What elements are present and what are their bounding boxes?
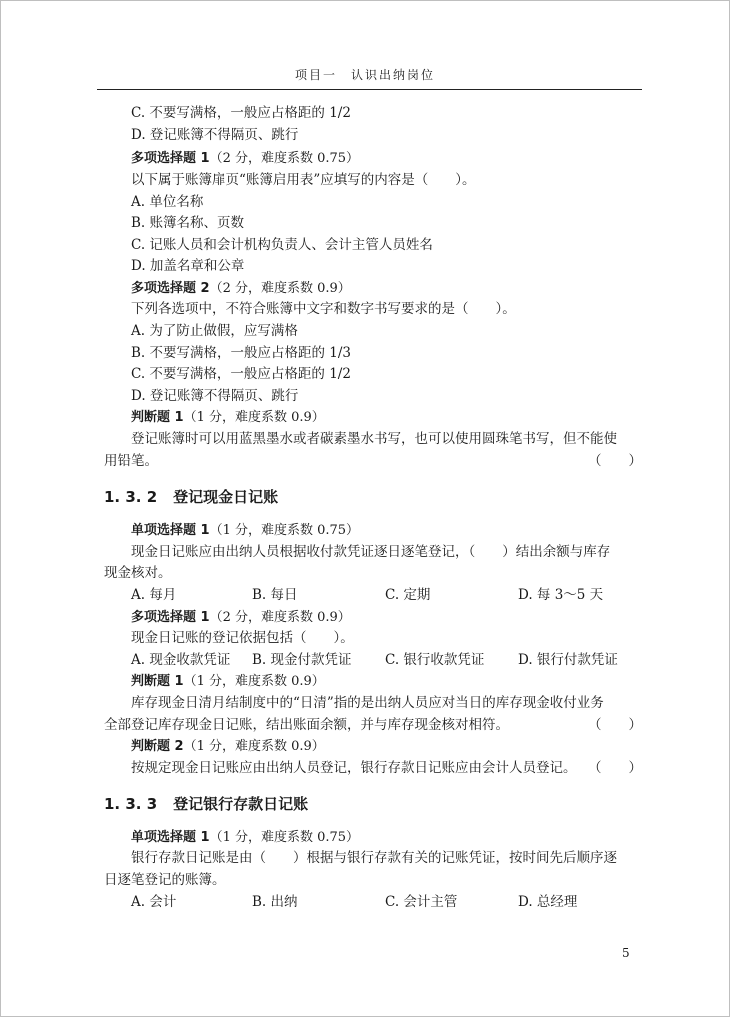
page-number: 5 xyxy=(622,946,630,960)
question-meta: （1 分，难度系数 0.75） xyxy=(209,523,360,538)
question-heading xyxy=(131,521,359,540)
question-heading xyxy=(131,737,325,756)
option-c: C. 银行收款凭证 xyxy=(385,652,485,668)
question-heading xyxy=(131,608,351,627)
header-rule xyxy=(97,89,642,90)
option-c: C. 不要写满格，一般应占格距的 1/2 xyxy=(131,366,351,382)
answer-blank: （ ） xyxy=(588,760,642,776)
option-a: A. 现金收款凭证 xyxy=(131,652,231,668)
question-stem: 登记账簿时可以用蓝黑墨水或者碳素墨水书写，也可以使用圆珠笔书写，但不能使 xyxy=(131,431,617,447)
option-d: D. 银行付款凭证 xyxy=(518,652,618,668)
question-stem: 现金日记账应由出纳人员根据收付款凭证逐日逐笔登记，（ ）结出余额与库存 xyxy=(131,544,611,560)
question-stem-continued: 全部登记库存现金日记账，结出账面余额，并与库存现金核对相符。 xyxy=(104,717,509,733)
question-heading xyxy=(131,149,359,168)
option-b: B. 出纳 xyxy=(252,894,298,910)
question-meta: （1 分，难度系数 0.75） xyxy=(209,830,360,845)
question-heading xyxy=(131,279,351,298)
option-c: C. 不要写满格，一般应占格距的 1/2 xyxy=(131,105,351,121)
option-b: B. 现金付款凭证 xyxy=(252,652,352,668)
option-b: B. 账簿名称、页数 xyxy=(131,215,245,231)
option-b: B. 不要写满格，一般应占格距的 1/3 xyxy=(131,345,352,361)
question-stem: 现金日记账的登记依据包括（ ）。 xyxy=(131,630,354,646)
option-c: C. 定期 xyxy=(385,587,431,603)
question-heading xyxy=(131,672,325,691)
question-stem: 以下属于账簿扉页“账簿启用表”应填写的内容是（ ）。 xyxy=(131,172,476,188)
section-title: 登记现金日记账 xyxy=(173,488,279,506)
question-label: 单项选择题 1 xyxy=(131,830,210,845)
option-d: D. 登记账簿不得隔页、跳行 xyxy=(131,127,299,143)
question-meta: （2 分，难度系数 0.75） xyxy=(209,151,360,166)
section-number: 1. 3. 3 xyxy=(104,795,158,813)
question-stem: 下列各选项中，不符合账簿中文字和数字书写要求的是（ ）。 xyxy=(131,301,516,317)
option-d: D. 总经理 xyxy=(518,894,578,910)
question-meta: （2 分，难度系数 0.9） xyxy=(209,610,351,625)
running-header: 项目一 认识出纳岗位 xyxy=(294,68,435,82)
option-d: D. 每 3～5 天 xyxy=(518,587,604,603)
question-heading xyxy=(131,408,325,427)
question-label: 多项选择题 1 xyxy=(131,151,210,166)
question-label: 判断题 2 xyxy=(131,739,184,754)
question-heading xyxy=(131,828,359,847)
question-stem-continued: 日逐笔登记的账簿。 xyxy=(104,872,226,888)
question-meta: （1 分，难度系数 0.9） xyxy=(183,674,325,689)
question-label: 判断题 1 xyxy=(131,410,184,425)
question-stem: 按规定现金日记账应由出纳人员登记，银行存款日记账应由会计人员登记。 xyxy=(131,760,577,776)
question-stem: 库存现金日清月结制度中的“日清”指的是出纳人员应对当日的库存现金收付业务 xyxy=(131,695,604,711)
option-b: B. 每日 xyxy=(252,587,298,603)
option-a: A. 会计 xyxy=(131,894,177,910)
option-a: A. 每月 xyxy=(131,587,177,603)
question-label: 单项选择题 1 xyxy=(131,523,210,538)
answer-blank: （ ） xyxy=(588,453,642,469)
section-heading xyxy=(104,793,308,814)
option-d: D. 登记账簿不得隔页、跳行 xyxy=(131,388,299,404)
answer-blank: （ ） xyxy=(588,717,642,733)
question-label: 判断题 1 xyxy=(131,674,184,689)
question-stem-continued: 用铅笔。 xyxy=(104,453,158,469)
question-label: 多项选择题 2 xyxy=(131,281,210,296)
section-number: 1. 3. 2 xyxy=(104,488,158,506)
option-c: C. 记账人员和会计机构负责人、会计主管人员姓名 xyxy=(131,237,433,253)
question-meta: （1 分，难度系数 0.9） xyxy=(183,410,325,425)
option-c: C. 会计主管 xyxy=(385,894,458,910)
section-heading xyxy=(104,486,278,507)
question-meta: （2 分，难度系数 0.9） xyxy=(209,281,351,296)
question-stem: 银行存款日记账是由（ ）根据与银行存款有关的记账凭证，按时间先后顺序逐 xyxy=(131,850,617,866)
question-label: 多项选择题 1 xyxy=(131,610,210,625)
option-d: D. 加盖名章和公章 xyxy=(131,258,245,274)
option-a: A. 单位名称 xyxy=(131,194,204,210)
question-meta: （1 分，难度系数 0.9） xyxy=(183,739,325,754)
option-a: A. 为了防止做假，应写满格 xyxy=(131,323,298,339)
question-stem-continued: 现金核对。 xyxy=(104,565,172,581)
section-title: 登记银行存款日记账 xyxy=(173,795,309,813)
